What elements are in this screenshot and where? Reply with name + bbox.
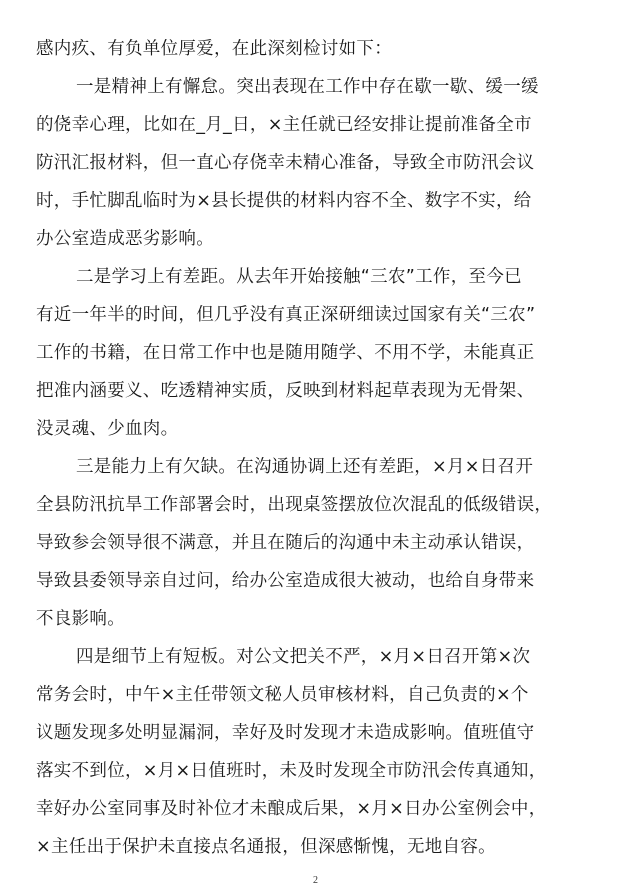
paragraph-point-3 — [36, 448, 592, 638]
paragraph-intro — [36, 30, 592, 68]
text-line: 三是能力上有欠缺。在沟通协调上还有差距，×月×日召开 — [76, 457, 534, 477]
text-line: 落实不到位，×月×日值班时，未及时发现全市防汛会传真通知， — [36, 761, 547, 781]
text-line: 办公室造成恶劣影响。 — [36, 229, 214, 249]
text-line: 二是学习上有差距。从去年开始接触“三农”工作，至今已 — [76, 267, 522, 287]
text-line: ×主任出于保护未直接点名通报，但深感惭愧，无地自容。 — [36, 837, 496, 857]
text-line: 的侥幸心理，比如在_月_日，×主任就已经安排让提前准备全市 — [36, 115, 532, 135]
text-line: 全县防汛抗旱工作部署会时，出现桌签摆放位次混乱的低级错误， — [36, 495, 553, 515]
text-line: 时，手忙脚乱临时为×县长提供的材料内容不全、数字不实，给 — [36, 191, 532, 211]
text-line: 把准内涵要义、吃透精神实质，反映到材料起草表现为无骨架、 — [36, 381, 535, 401]
text-line: 一是精神上有懈怠。突出表现在工作中存在歇一歇、缓一缓 — [76, 77, 539, 97]
text-line: 没灵魂、少血肉。 — [36, 419, 179, 439]
text-line: 不良影响。 — [36, 609, 125, 629]
page-number: 2 — [313, 875, 318, 886]
text-line: 有近一年半的时间，但几乎没有真正深研细读过国家有关“三农” — [36, 305, 536, 325]
paragraph-point-1 — [36, 68, 592, 258]
text-line: 感内疚、有负单位厚爱，在此深刻检讨如下： — [36, 39, 392, 59]
text-line: 四是细节上有短板。对公文把关不严，×月×日召开第×次 — [76, 647, 531, 667]
text-line: 导致县委领导亲自过问，给办公室造成很大被动，也给自身带来 — [36, 571, 535, 591]
paragraph-point-2 — [36, 258, 592, 448]
text-line: 常务会时，中午×主任带领文秘人员审核材料，自己负责的×个 — [36, 685, 529, 705]
document-body — [36, 30, 592, 866]
paragraph-point-4 — [36, 638, 592, 866]
text-line: 幸好办公室同事及时补位才未酿成后果，×月×日办公室例会中， — [36, 799, 547, 819]
text-line: 议题发现多处明显漏洞，幸好及时发现才未造成影响。值班值守 — [36, 723, 535, 743]
text-line: 工作的书籍，在日常工作中也是随用随学、不用不学，未能真正 — [36, 343, 535, 363]
text-line: 导致参会领导很不满意，并且在随后的沟通中未主动承认错误， — [36, 533, 535, 553]
text-line: 防汛汇报材料，但一直心存侥幸未精心准备，导致全市防汛会议 — [36, 153, 535, 173]
